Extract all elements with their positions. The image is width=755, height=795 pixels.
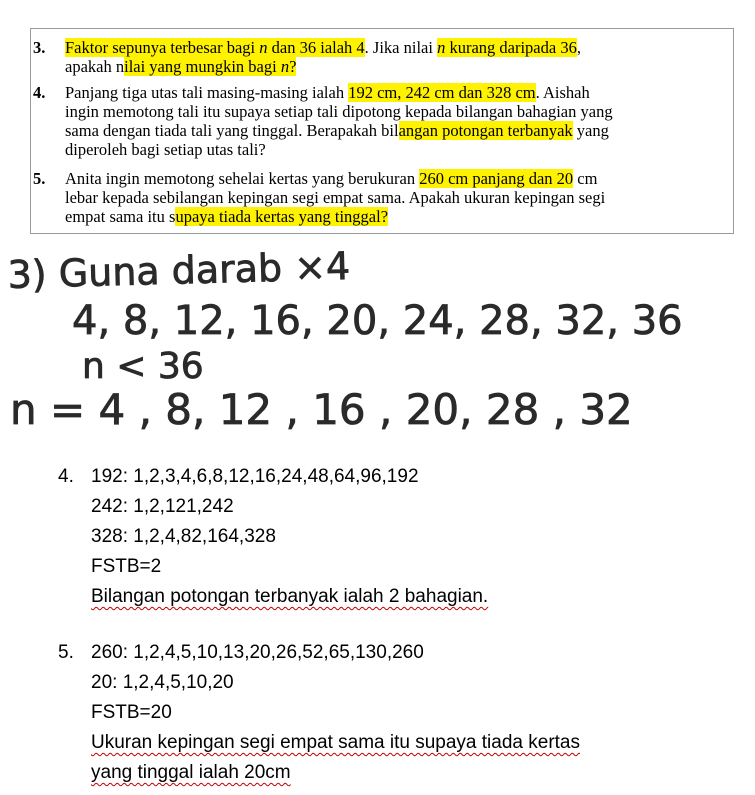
conclusion-text: yang tinggal ialah 20cm: [91, 762, 291, 783]
factor-list: 260: 1,2,4,5,10,13,20,26,52,65,130,260: [91, 642, 424, 663]
question-line: ingin memotong tali itu supaya setiap tali dipotong kepada bilangan bahagian yang: [65, 102, 613, 121]
answer-number: 4.: [58, 466, 74, 487]
hcf-result: FSTB=20: [91, 702, 172, 723]
conclusion-text: Bilangan potongan terbanyak ialah 2 bahagian.: [91, 586, 489, 607]
factor-list: 20: 1,2,4,5,10,20: [91, 672, 234, 693]
question-number: 4.: [33, 83, 46, 102]
handwriting-line-1: 3) Guna darab ×4: [7, 244, 351, 297]
question-number: 5.: [33, 169, 46, 188]
question-line: apakah nilai yang mungkin bagi n?: [65, 57, 297, 76]
handwriting-line-4: n = 4 , 8, 12 , 16 , 20, 28 , 32: [10, 385, 633, 433]
factor-list: 242: 1,2,121,242: [91, 496, 234, 517]
question-line: sama dengan tiada tali yang tinggal. Berapakah bilangan potongan terbanyak yang: [65, 121, 609, 140]
question-line: diperoleh bagi setiap utas tali?: [65, 140, 266, 159]
hcf-result: FSTB=2: [91, 556, 162, 577]
conclusion-text: Ukuran kepingan segi empat sama itu supaya tiada kertas: [91, 732, 580, 753]
handwriting-line-2: 4, 8, 12, 16, 20, 24, 28, 32, 36: [72, 298, 683, 344]
question-line: Faktor sepunya terbesar bagi n dan 36 ialah 4. Jika nilai n kurang daripada 36,: [65, 38, 581, 57]
textbook-excerpt: [30, 28, 734, 234]
question-line: Panjang tiga utas tali masing-masing ialah 192 cm, 242 cm dan 328 cm. Aishah: [65, 83, 590, 102]
handwriting-line-3: n < 36: [82, 346, 204, 387]
question-line: empat sama itu supaya tiada kertas yang tinggal?: [65, 207, 389, 226]
handwritten-working: [0, 238, 755, 433]
question-number: 3.: [33, 38, 46, 57]
answer-number: 5.: [58, 642, 74, 663]
factor-list: 192: 1,2,3,4,6,8,12,16,24,48,64,96,192: [91, 466, 419, 487]
question-line: lebar kepada sebilangan kepingan segi empat sama. Apakah ukuran kepingan segi: [65, 188, 606, 207]
question-line: Anita ingin memotong sehelai kertas yang berukuran 260 cm panjang dan 20 cm: [65, 169, 598, 188]
factor-list: 328: 1,2,4,82,164,328: [91, 526, 276, 547]
